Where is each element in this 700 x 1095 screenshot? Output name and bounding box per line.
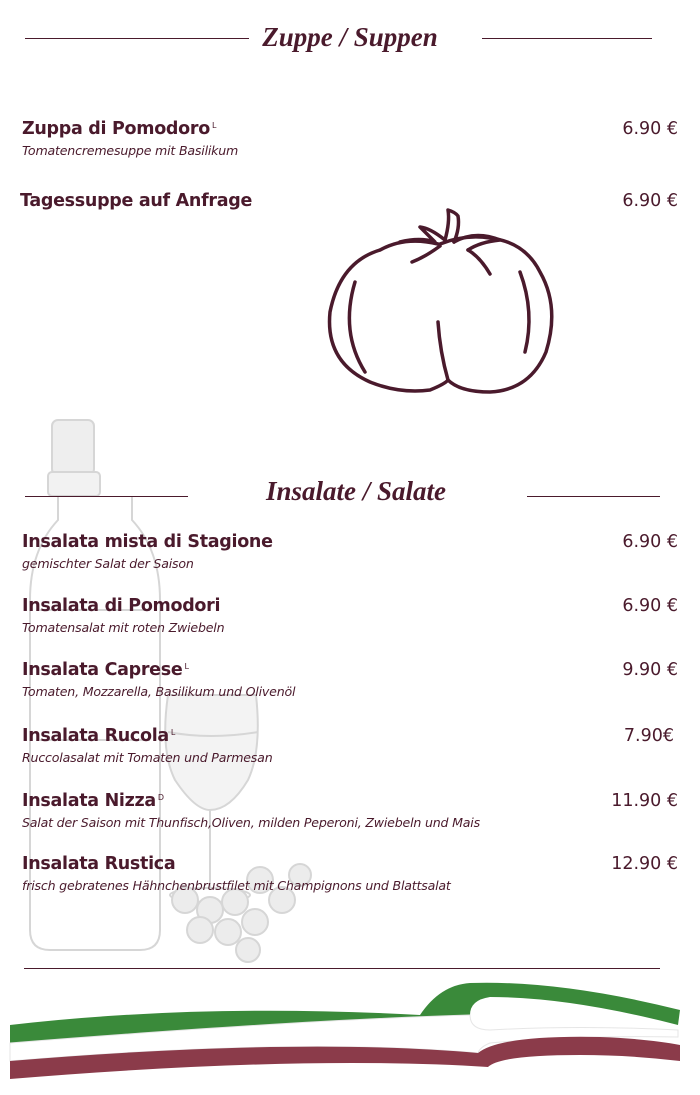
menu-item — [22, 790, 682, 832]
item-price: 12.90 € — [611, 854, 678, 874]
item-name: Insalata Caprese $^L$ — [22, 660, 189, 680]
item-description: Tomatencremesuppe mit Basilikum — [22, 143, 239, 158]
section-title-salads: Insalate / Salate — [265, 476, 447, 506]
item-name: Tagessuppe auf Anfrage — [20, 191, 253, 211]
item-name: Insalata Rustica — [22, 854, 176, 874]
item-name: Insalata mista di Stagione — [22, 532, 273, 552]
item-name: Insalata di Pomodori — [22, 596, 221, 616]
item-description: Ruccolasalat mit Tomaten und Parmesan — [22, 750, 273, 765]
menu-item — [22, 531, 682, 573]
item-price: 6.90 € — [622, 532, 678, 552]
item-description: Tomatensalat mit roten Zwiebeln — [22, 620, 225, 635]
item-price: 6.90 € — [622, 596, 678, 616]
menu-item — [22, 659, 682, 701]
menu-item — [22, 725, 682, 767]
section-title-soups: Zuppe / Suppen — [262, 22, 438, 52]
italian-flag-ribbon — [0, 975, 700, 1095]
tomato-icon — [320, 202, 560, 402]
item-description: Salat der Saison mit Thunfisch,Oliven, milden Peperoni, Zwiebeln und Mais — [22, 815, 480, 830]
item-price: 11.90 € — [611, 791, 678, 811]
bottom-rule — [24, 968, 660, 969]
item-description: frisch gebratenes Hähnchenbrustfilet mit Champignons und Blattsalat — [22, 878, 451, 893]
allergen-code: D — [157, 793, 164, 802]
item-price: 7.90€ — [623, 726, 674, 746]
item-description: Tomaten, Mozzarella, Basilikum und Olivenöl — [22, 684, 296, 699]
allergen-code: L — [170, 728, 176, 737]
menu-item — [22, 853, 682, 895]
menu-item — [22, 595, 682, 637]
item-description: gemischter Salat der Saison — [22, 556, 194, 571]
item-name: Zuppa di Pomodoro $^L$ — [22, 119, 217, 139]
item-price: 6.90 € — [622, 119, 678, 139]
item-name: Insalata Nizza $^D$ — [22, 791, 164, 811]
item-price: 9.90 € — [622, 660, 678, 680]
menu-item — [22, 118, 682, 160]
item-name: Insalata Rucola $^L$ — [22, 726, 176, 746]
allergen-code: L — [184, 662, 189, 671]
item-price: 6.90 € — [622, 191, 678, 211]
allergen-code: L — [211, 121, 217, 130]
